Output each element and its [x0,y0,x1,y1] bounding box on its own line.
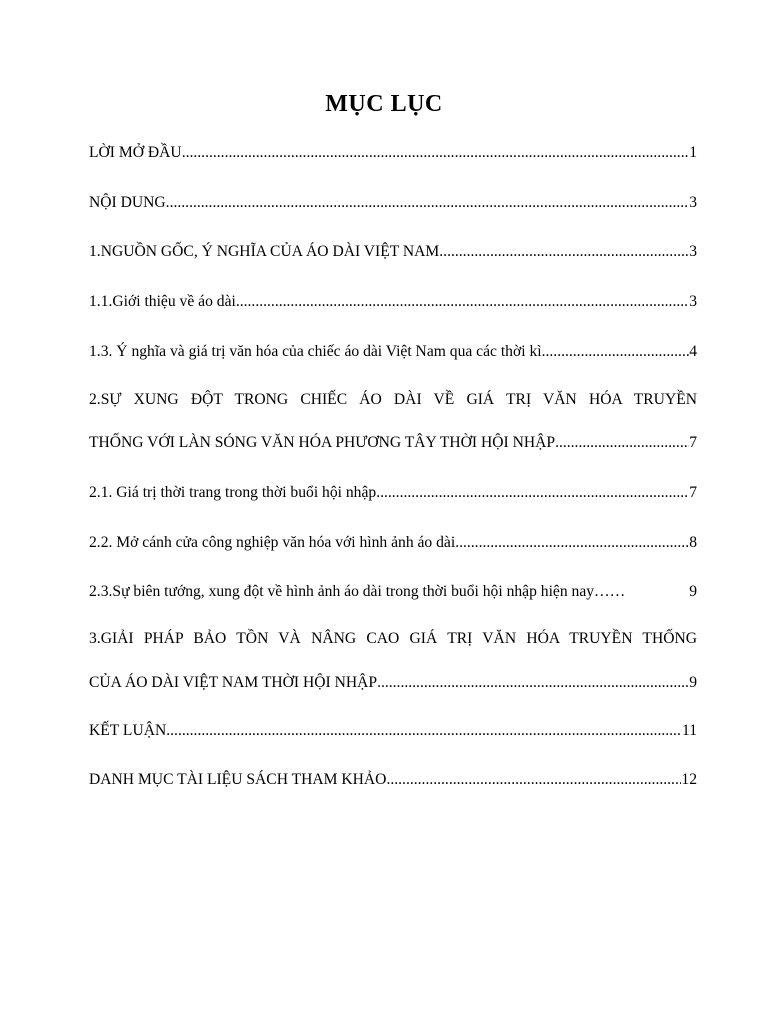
toc-entry-label: LỜI MỞ ĐẦU [89,144,182,161]
toc-entry-label: 1.3. Ý nghĩa và giá trị văn hóa của chiếc áo dài Việt Nam qua các thời kì [89,343,542,360]
toc-entry-section-2-line1 [89,386,697,410]
toc-entry-noi-dung [89,189,697,213]
toc-page-number: 4 [689,343,697,360]
toc-page-number: 9 [689,674,697,691]
toc-entry-danh-muc [89,766,697,790]
toc-page-number: 12 [681,771,697,788]
toc-entry-section-3-line1 [89,625,697,649]
toc-dot-leader [455,533,689,553]
toc-entry-ket-luan [89,717,697,741]
toc-entry-label: 2.2. Mở cánh cửa công nghiệp văn hóa với hình ảnh áo dài [89,534,456,551]
toc-page-number: 3 [689,194,697,211]
toc-entry-label: NỘI DUNG [89,194,166,211]
toc-title: MỤC LỤC [325,91,443,117]
toc-dot-leader [439,242,689,262]
toc-page-number: 7 [689,434,697,451]
toc-entry-section-1-1 [89,288,697,312]
toc-ellipsis-leader: …… [594,583,626,600]
toc-entry-section-3-line2 [89,669,697,693]
toc-page-number: 1 [689,144,697,161]
toc-dot-leader [542,342,690,362]
toc-dot-leader [386,770,681,790]
toc-entry-section-2-1 [89,479,697,503]
toc-entry-label: 1.NGUỒN GỐC, Ý NGHĨA CỦA ÁO DÀI VIỆT NAM [89,243,440,260]
toc-entry-label: 1.1.Giới thiệu về áo dài [89,293,236,310]
toc-dot-leader [376,483,689,503]
toc-dot-leader [182,143,690,163]
toc-dot-leader [236,292,689,312]
toc-page-number: 8 [689,534,697,551]
toc-entry-label: THỐNG VỚI LÀN SÓNG VĂN HÓA PHƯƠNG TÂY THỜI HỘI NHẬP [89,434,556,451]
toc-entry-label: KẾT LUẬN [89,722,167,739]
toc-page-number: 9 [689,583,697,600]
toc-dot-leader [555,433,689,453]
toc-entry-label: CỦA ÁO DÀI VIỆT NAM THỜI HỘI NHẬP [89,674,378,691]
toc-entry-section-2-3 [89,578,697,602]
toc-entry-section-2-2 [89,529,697,553]
toc-entry-label: DANH MỤC TÀI LIỆU SÁCH THAM KHẢO [89,771,387,788]
toc-entry-label: 3.GIẢI PHÁP BẢO TỒN VÀ NÂNG CAO GIÁ TRỊ VĂN HÓA TRUYỀN THỐNG [89,630,697,647]
toc-dot-leader [166,721,682,741]
toc-entry-label: 2.3.Sự biên tướng, xung đột về hình ảnh áo dài trong thời buổi hội nhập hiện nay [89,583,595,600]
toc-page-number: 7 [689,484,697,501]
toc-page-number: 11 [681,722,697,739]
toc-entry-section-2-line2 [89,429,697,453]
toc-entry-label: 2.1. Giá trị thời trang trong thời buổi hội nhập [89,484,377,501]
toc-entry-section-1-3 [89,338,697,362]
toc-entry-section-1 [89,238,697,262]
toc-page-number: 3 [689,243,697,260]
toc-entry-loi-mo-dau [89,139,697,163]
toc-entry-label: 2.SỰ XUNG ĐỘT TRONG CHIẾC ÁO DÀI VỀ GIÁ TRỊ VĂN HÓA TRUYỀN [89,391,697,408]
toc-dot-leader [377,673,689,693]
toc-page-number: 3 [689,293,697,310]
toc-dot-leader [166,193,690,213]
